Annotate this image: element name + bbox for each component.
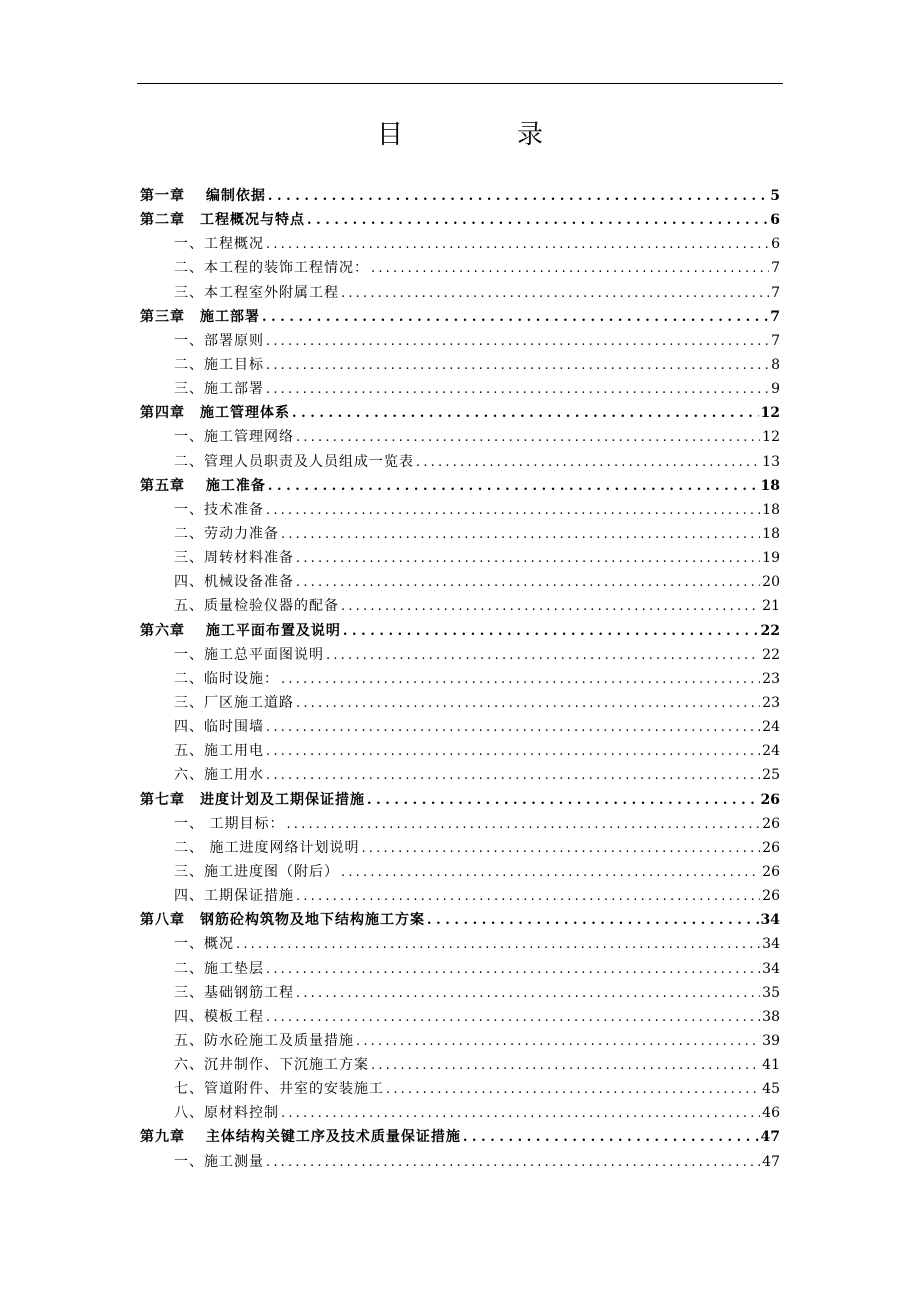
toc-section-entry[interactable] [140,377,780,401]
toc-entry-label: 一、施工管理网络 [174,429,294,446]
toc-entry-label: 第九章 主体结构关键工序及技术质量保证措施 [140,1129,461,1146]
toc-page-number: 24 [762,719,780,736]
toc-page-number: 6 [770,212,780,229]
toc-page-number: 45 [762,1081,780,1098]
toc-page-number: 18 [762,525,780,542]
toc-section-entry[interactable] [140,981,780,1005]
toc-section-entry[interactable] [140,1101,780,1125]
toc-dot-leader [361,837,760,861]
toc-entry-label: 三、施工部署 [174,381,264,398]
toc-page-number: 22 [762,646,780,663]
toc-dot-leader [262,306,768,330]
toc-entry-label: 第四章 施工管理体系 [140,405,290,422]
toc-entry-label: 一、 工期目标： [174,815,285,832]
toc-entry-label: 第五章 施工准备 [140,477,266,494]
toc-section-entry[interactable] [140,232,780,256]
toc-entry-label: 第七章 进度计划及工期保证措施 [140,791,365,808]
toc-section-entry[interactable] [140,594,780,618]
toc-section-entry[interactable] [140,836,780,860]
toc-section-entry[interactable] [140,691,780,715]
toc-dot-leader [292,402,759,426]
toc-dot-leader [326,644,760,668]
toc-section-entry[interactable] [140,884,780,908]
toc-dot-leader [296,426,760,450]
toc-page-number: 7 [771,284,780,301]
toc-dot-leader [296,571,760,595]
toc-entry-label: 七、管道附件、井室的安装施工 [174,1081,384,1098]
toc-page-number: 20 [762,574,780,591]
toc-page-number: 26 [762,888,780,905]
toc-chapter-entry[interactable] [140,474,780,498]
toc-dot-leader [236,933,760,957]
toc-entry-label: 二、劳动力准备 [174,525,279,542]
toc-section-entry[interactable] [140,715,780,739]
toc-section-entry[interactable] [140,498,780,522]
toc-chapter-entry[interactable] [140,184,780,208]
toc-dot-leader [341,861,760,885]
toc-page-number: 26 [762,815,780,832]
toc-page-number: 34 [760,912,780,929]
toc-entry-label: 一、概况 [174,936,234,953]
toc-entry-label: 一、工程概况 [174,236,264,253]
toc-section-entry[interactable] [140,1150,780,1174]
toc-entry-label: 三、本工程室外附属工程 [174,284,339,301]
toc-section-entry[interactable] [140,763,780,787]
toc-page-number: 25 [762,767,780,784]
toc-page-number: 7 [771,332,780,349]
toc-entry-label: 三、施工进度图（附后） [174,863,339,880]
toc-dot-leader [266,330,769,354]
page-title: 目 录 [376,120,587,150]
header-rule [137,83,783,84]
toc-chapter-entry[interactable] [140,908,780,932]
toc-dot-leader [286,813,760,837]
toc-entry-label: 六、沉井制作、下沉施工方案 [174,1057,369,1074]
toc-entry-label: 一、部署原则 [174,332,264,349]
toc-dot-leader [307,209,768,233]
toc-entry-label: 三、基础钢筋工程 [174,984,294,1001]
toc-entry-label: 四、临时围墙 [174,719,264,736]
toc-dot-leader [266,740,760,764]
toc-entry-label: 四、模板工程 [174,1008,264,1025]
toc-page-number: 39 [762,1032,780,1049]
toc-entry-label: 四、工期保证措施 [174,888,294,905]
toc-entry-label: 六、施工用水 [174,767,264,784]
toc-chapter-entry[interactable] [140,208,780,232]
toc-dot-leader [281,523,760,547]
toc-page-number: 8 [771,356,780,373]
toc-page-number: 5 [770,188,780,204]
toc-page-number: 21 [762,598,780,615]
toc-dot-leader [356,1030,760,1054]
toc-dot-leader [266,958,760,982]
toc-entry-label: 第二章 工程概况与特点 [140,212,305,229]
toc-dot-leader [281,668,760,692]
toc-section-entry[interactable] [140,570,780,594]
toc-dot-leader [281,1102,760,1126]
toc-dot-leader [266,716,760,740]
toc-page-number: 34 [762,960,780,977]
toc-dot-leader [341,282,769,306]
toc-page-number: 18 [760,477,780,494]
toc-dot-leader [427,909,759,933]
toc-section-entry[interactable] [140,425,780,449]
toc-dot-leader [266,499,760,523]
toc-section-entry[interactable] [140,522,780,546]
toc-page-number: 12 [762,429,780,446]
toc-section-entry[interactable] [140,1077,780,1101]
toc-section-entry[interactable] [140,546,780,570]
toc-page-number: 41 [762,1057,780,1074]
toc-dot-leader [296,692,760,716]
toc-dot-leader [367,789,759,813]
toc-section-entry[interactable] [140,450,780,474]
toc-chapter-entry[interactable] [140,305,780,329]
toc-page-number: 7 [770,308,780,325]
toc-page-number: 26 [762,863,780,880]
toc-page-number: 46 [762,1105,780,1122]
toc-dot-leader [386,1078,760,1102]
toc-page-number: 19 [762,550,780,567]
toc-section-entry[interactable] [140,353,780,377]
toc-entry-label: 第一章 编制依据 [140,188,266,204]
toc-dot-leader [266,354,769,378]
toc-dot-leader [371,1054,760,1078]
toc-section-entry[interactable] [140,812,780,836]
toc-entry-label: 第六章 施工平面布置及说明 [140,622,341,639]
toc-dot-leader [343,620,759,644]
toc-page-number: 34 [762,936,780,953]
toc-page-number: 13 [762,453,780,470]
toc-dot-leader [266,378,769,402]
toc-page-number: 35 [762,984,780,1001]
toc-dot-leader [268,185,768,209]
toc-entry-label: 二、施工垫层 [174,960,264,977]
toc-entry-label: 四、机械设备准备 [174,574,294,591]
toc-page-number: 26 [760,791,780,808]
toc-dot-leader [268,475,759,499]
toc-page-number: 6 [771,236,780,253]
toc-entry-label: 一、技术准备 [174,501,264,518]
toc-section-entry[interactable] [140,932,780,956]
toc-section-entry[interactable] [140,1053,780,1077]
toc-page-number: 24 [762,743,780,760]
toc-entry-label: 五、施工用电 [174,743,264,760]
toc-entry-label: 八、原材料控制 [174,1105,279,1122]
toc-section-entry[interactable] [140,667,780,691]
toc-chapter-entry[interactable] [140,401,780,425]
toc-dot-leader [416,451,760,475]
toc-dot-leader [296,885,760,909]
toc-entry-label: 第三章 施工部署 [140,308,260,325]
toc-dot-leader [266,764,760,788]
toc-entry-label: 二、 施工进度网络计划说明 [174,839,360,856]
toc-page-number: 23 [762,670,780,687]
toc-entry-label: 五、防水砼施工及质量措施 [174,1032,354,1049]
toc-entry-label: 二、临时设施： [174,670,279,687]
toc-page-number: 47 [760,1129,780,1146]
toc-page-number: 9 [771,381,780,398]
toc-dot-leader [463,1126,759,1150]
toc-entry-label: 三、厂区施工道路 [174,694,294,711]
toc-entry-label: 三、周转材料准备 [174,550,294,567]
toc-section-entry[interactable] [140,957,780,981]
toc-entry-label: 一、施工总平面图说明 [174,646,324,663]
toc-entry-label: 二、施工目标 [174,356,264,373]
toc-page-number: 23 [762,694,780,711]
toc-page-number: 22 [760,622,780,639]
toc-section-entry[interactable] [140,281,780,305]
toc-chapter-entry[interactable] [140,788,780,812]
toc-entry-label: 一、施工测量 [174,1153,264,1170]
toc-section-entry[interactable] [140,329,780,353]
toc-page-number: 12 [760,405,780,422]
toc-entry-label: 第八章 钢筋砼构筑物及地下结构施工方案 [140,912,425,929]
toc-entry-label: 二、本工程的装饰工程情况： [174,260,369,277]
toc-section-entry[interactable] [140,739,780,763]
toc-dot-leader [371,257,769,281]
toc-dot-leader [266,233,769,257]
toc-chapter-entry[interactable] [140,619,780,643]
toc-section-entry[interactable] [140,1005,780,1029]
table-of-contents [140,184,780,1174]
toc-page-number: 7 [771,260,780,277]
toc-entry-label: 五、质量检验仪器的配备 [174,598,339,615]
toc-section-entry[interactable] [140,256,780,280]
toc-section-entry[interactable] [140,860,780,884]
toc-dot-leader [296,547,760,571]
toc-dot-leader [341,595,760,619]
toc-dot-leader [266,1151,760,1175]
toc-section-entry[interactable] [140,1029,780,1053]
toc-page-number: 26 [762,839,780,856]
toc-dot-leader [266,1006,760,1030]
toc-page-number: 18 [762,501,780,518]
toc-dot-leader [296,982,760,1006]
toc-page-number: 47 [762,1153,780,1170]
toc-section-entry[interactable] [140,643,780,667]
toc-entry-label: 二、管理人员职责及人员组成一览表 [174,453,414,470]
toc-page-number: 38 [762,1008,780,1025]
toc-chapter-entry[interactable] [140,1125,780,1149]
